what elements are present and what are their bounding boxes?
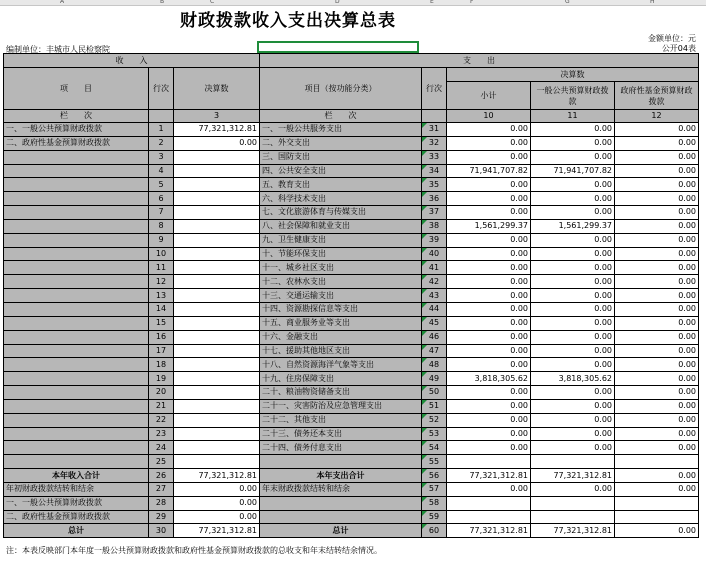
income-row-no-header: 行次 xyxy=(149,68,174,110)
income-amount-cell[interactable] xyxy=(174,399,260,413)
income-amount-cell[interactable] xyxy=(174,247,260,261)
expense-row-no-cell[interactable]: 51 xyxy=(422,399,447,413)
income-row-no-cell[interactable]: 23 xyxy=(149,427,174,441)
expense-gov-fund-cell[interactable]: 0.00 xyxy=(615,482,699,496)
income-amount-cell[interactable]: 77,321,312.81 xyxy=(174,524,260,538)
expense-subtotal-cell[interactable] xyxy=(447,510,531,524)
expense-subtotal-cell[interactable]: 0.00 xyxy=(447,192,531,206)
income-item-cell[interactable]: 一、一般公共预算财政拨款 xyxy=(4,496,149,510)
expense-item-cell[interactable]: 本年支出合计 xyxy=(260,469,422,483)
expense-gov-fund-cell[interactable] xyxy=(615,496,699,510)
income-item-cell[interactable] xyxy=(4,344,149,358)
income-row-no-cell[interactable]: 10 xyxy=(149,247,174,261)
form-number: 公开04表 xyxy=(661,44,696,53)
expense-gov-fund-cell[interactable]: 0.00 xyxy=(615,302,699,316)
expense-header: 支 出 xyxy=(260,54,699,68)
expense-subtotal-cell[interactable]: 0.00 xyxy=(447,261,531,275)
table-row xyxy=(4,164,699,178)
footnote: 注：本表反映部门本年度一般公共预算财政拨款和政府性基金预算财政拨款的总收支和年末结转结余情况。 xyxy=(6,546,382,555)
income-item-cell[interactable] xyxy=(4,206,149,220)
income-amount-cell[interactable]: 0.00 xyxy=(174,482,260,496)
expense-row-no-cell[interactable]: 38 xyxy=(422,219,447,233)
income-row-no-cell[interactable]: 15 xyxy=(149,316,174,330)
income-row-no-cell[interactable]: 11 xyxy=(149,261,174,275)
table-row xyxy=(4,441,699,455)
col-number: 12 xyxy=(615,110,699,123)
income-amount-cell[interactable]: 0.00 xyxy=(174,496,260,510)
income-amount-cell[interactable] xyxy=(174,206,260,220)
income-amount-cell[interactable] xyxy=(174,164,260,178)
table-row xyxy=(4,136,699,150)
expense-row-no-cell[interactable]: 40 xyxy=(422,247,447,261)
expense-subtotal-cell[interactable]: 0.00 xyxy=(447,206,531,220)
col-number: 10 xyxy=(447,110,531,123)
income-amount-cell[interactable] xyxy=(174,441,260,455)
expense-general-cell[interactable]: 77,321,312.81 xyxy=(531,469,615,483)
expense-general-cell[interactable]: 0.00 xyxy=(531,136,615,150)
expense-subtotal-cell[interactable]: 77,321,312.81 xyxy=(447,469,531,483)
expense-gov-fund-cell[interactable]: 0.00 xyxy=(615,330,699,344)
expense-general-cell[interactable]: 0.00 xyxy=(531,150,615,164)
income-row-no-cell[interactable]: 19 xyxy=(149,372,174,386)
expense-item-cell[interactable] xyxy=(260,455,422,469)
expense-row-no-cell[interactable]: 54 xyxy=(422,441,447,455)
table-row xyxy=(4,427,699,441)
income-row-no-cell[interactable]: 28 xyxy=(149,496,174,510)
income-item-cell[interactable] xyxy=(4,330,149,344)
expense-subtotal-cell[interactable]: 3,818,305.62 xyxy=(447,372,531,386)
expense-general-cell[interactable]: 0.00 xyxy=(531,261,615,275)
expense-row-no-cell[interactable]: 53 xyxy=(422,427,447,441)
expense-subtotal-cell[interactable]: 0.00 xyxy=(447,233,531,247)
table-row xyxy=(4,469,699,483)
income-amount-cell[interactable] xyxy=(174,372,260,386)
table-row xyxy=(4,302,699,316)
table-row xyxy=(4,178,699,192)
expense-subtotal-cell[interactable]: 0.00 xyxy=(447,344,531,358)
income-row-no-cell[interactable]: 25 xyxy=(149,455,174,469)
expense-general-cell[interactable]: 0.00 xyxy=(531,233,615,247)
expense-item-cell[interactable]: 六、科学技术支出 xyxy=(260,192,422,206)
expense-row-no-cell[interactable]: 52 xyxy=(422,413,447,427)
expense-gov-fund-cell[interactable]: 0.00 xyxy=(615,164,699,178)
expense-general-cell[interactable]: 0.00 xyxy=(531,482,615,496)
income-amount-header: 决算数 xyxy=(174,68,260,110)
expense-item-cell[interactable]: 二十二、其他支出 xyxy=(260,413,422,427)
income-item-cell[interactable] xyxy=(4,441,149,455)
subtotal-header: 小计 xyxy=(447,82,531,110)
income-amount-cell[interactable] xyxy=(174,455,260,469)
expense-gov-fund-cell[interactable]: 0.00 xyxy=(615,136,699,150)
income-item-cell[interactable] xyxy=(4,275,149,289)
expense-gov-fund-cell[interactable]: 0.00 xyxy=(615,441,699,455)
table-row xyxy=(4,330,699,344)
expense-gov-fund-cell[interactable]: 0.00 xyxy=(615,358,699,372)
expense-item-cell[interactable]: 二十、粮油物资储备支出 xyxy=(260,386,422,400)
expense-item-cell[interactable]: 八、社会保障和就业支出 xyxy=(260,219,422,233)
expense-row-no-cell[interactable]: 44 xyxy=(422,302,447,316)
income-amount-cell[interactable]: 0.00 xyxy=(174,136,260,150)
table-row xyxy=(4,386,699,400)
col-label: 栏 次 xyxy=(260,110,422,123)
table-row xyxy=(4,261,699,275)
income-item-cell[interactable] xyxy=(4,261,149,275)
table-row xyxy=(4,399,699,413)
expense-item-cell[interactable]: 三、国防支出 xyxy=(260,150,422,164)
expense-item-cell[interactable]: 十八、自然资源海洋气象等支出 xyxy=(260,358,422,372)
expense-item-cell[interactable]: 十一、城乡社区支出 xyxy=(260,261,422,275)
expense-row-no-cell[interactable]: 55 xyxy=(422,455,447,469)
expense-gov-fund-cell[interactable]: 0.00 xyxy=(615,524,699,538)
expense-general-cell[interactable]: 0.00 xyxy=(531,427,615,441)
expense-general-cell[interactable] xyxy=(531,510,615,524)
general-budget-header: 一般公共预算财政拨款 xyxy=(531,82,615,110)
income-row-no-cell[interactable]: 4 xyxy=(149,164,174,178)
income-amount-cell[interactable] xyxy=(174,150,260,164)
expense-subtotal-cell[interactable]: 77,321,312.81 xyxy=(447,524,531,538)
expense-subtotal-cell[interactable]: 0.00 xyxy=(447,316,531,330)
income-row-no-cell[interactable]: 21 xyxy=(149,399,174,413)
table-row xyxy=(4,510,699,524)
column-header-bar: A B C D E F G H xyxy=(0,0,706,6)
table-row xyxy=(4,316,699,330)
expense-gov-fund-cell[interactable]: 0.00 xyxy=(615,247,699,261)
income-item-cell[interactable] xyxy=(4,289,149,303)
expense-row-no-cell[interactable]: 39 xyxy=(422,233,447,247)
expense-row-no-cell[interactable]: 45 xyxy=(422,316,447,330)
expense-general-cell[interactable]: 0.00 xyxy=(531,192,615,206)
expense-row-no-cell[interactable]: 46 xyxy=(422,330,447,344)
expense-item-cell[interactable]: 二、外交支出 xyxy=(260,136,422,150)
expense-general-cell[interactable]: 0.00 xyxy=(531,441,615,455)
expense-general-cell[interactable] xyxy=(531,455,615,469)
expense-general-cell[interactable]: 0.00 xyxy=(531,206,615,220)
expense-general-cell[interactable]: 0.00 xyxy=(531,386,615,400)
table-row xyxy=(4,482,699,496)
table-row xyxy=(4,344,699,358)
expense-row-no-header: 行次 xyxy=(422,68,447,110)
expense-item-cell[interactable]: 十六、金融支出 xyxy=(260,330,422,344)
income-amount-cell[interactable] xyxy=(174,275,260,289)
income-row-no-cell[interactable]: 26 xyxy=(149,469,174,483)
expense-subtotal-cell[interactable]: 0.00 xyxy=(447,275,531,289)
expense-row-no-cell[interactable]: 50 xyxy=(422,386,447,400)
income-item-cell[interactable]: 总计 xyxy=(4,524,149,538)
sheet-title: 财政拨款收入支出决算总表 xyxy=(180,11,396,31)
expense-gov-fund-cell[interactable]: 0.00 xyxy=(615,206,699,220)
income-item-cell[interactable] xyxy=(4,302,149,316)
expense-general-cell[interactable]: 0.00 xyxy=(531,275,615,289)
expense-general-cell[interactable]: 0.00 xyxy=(531,330,615,344)
income-row-no-cell[interactable]: 13 xyxy=(149,289,174,303)
income-item-cell[interactable]: 二、政府性基金预算财政拨款 xyxy=(4,136,149,150)
income-amount-cell[interactable]: 77,321,312.81 xyxy=(174,123,260,137)
expense-row-no-cell[interactable]: 36 xyxy=(422,192,447,206)
expense-item-cell[interactable]: 九、卫生健康支出 xyxy=(260,233,422,247)
expense-general-cell[interactable]: 0.00 xyxy=(531,247,615,261)
expense-row-no-cell[interactable]: 37 xyxy=(422,206,447,220)
expense-gov-fund-cell[interactable]: 0.00 xyxy=(615,192,699,206)
income-row-no-cell[interactable]: 22 xyxy=(149,413,174,427)
expense-row-no-cell[interactable]: 32 xyxy=(422,136,447,150)
expense-gov-fund-cell[interactable]: 0.00 xyxy=(615,289,699,303)
expense-row-no-cell[interactable]: 31 xyxy=(422,123,447,137)
income-item-cell[interactable] xyxy=(4,399,149,413)
expense-subtotal-cell[interactable]: 0.00 xyxy=(447,358,531,372)
expense-subtotal-cell[interactable]: 71,941,707.82 xyxy=(447,164,531,178)
expense-row-no-cell[interactable]: 33 xyxy=(422,150,447,164)
unit-label: 金额单位：元 xyxy=(648,34,696,43)
table-row xyxy=(4,247,699,261)
income-amount-cell[interactable] xyxy=(174,192,260,206)
expense-gov-fund-cell[interactable]: 0.00 xyxy=(615,344,699,358)
expense-item-cell[interactable] xyxy=(260,510,422,524)
income-amount-cell[interactable] xyxy=(174,386,260,400)
income-row-no-cell[interactable]: 6 xyxy=(149,192,174,206)
expense-gov-fund-cell[interactable]: 0.00 xyxy=(615,219,699,233)
expense-item-cell[interactable]: 二十三、债务还本支出 xyxy=(260,427,422,441)
expense-gov-fund-cell[interactable] xyxy=(615,510,699,524)
expense-subtotal-cell[interactable]: 0.00 xyxy=(447,302,531,316)
income-item-cell[interactable] xyxy=(4,233,149,247)
table-row xyxy=(4,206,699,220)
expense-subtotal-cell[interactable]: 0.00 xyxy=(447,136,531,150)
table-row xyxy=(4,150,699,164)
income-amount-cell[interactable] xyxy=(174,233,260,247)
expense-item-cell[interactable]: 十七、援助其他地区支出 xyxy=(260,344,422,358)
table-row xyxy=(4,413,699,427)
income-row-no-cell[interactable]: 8 xyxy=(149,219,174,233)
expense-item-cell[interactable]: 五、教育支出 xyxy=(260,178,422,192)
income-row-no-cell[interactable]: 27 xyxy=(149,482,174,496)
income-item-cell[interactable] xyxy=(4,247,149,261)
expense-row-no-cell[interactable]: 42 xyxy=(422,275,447,289)
income-item-cell[interactable] xyxy=(4,150,149,164)
col-number: 3 xyxy=(174,110,260,123)
income-item-header: 项 目 xyxy=(4,68,149,110)
expense-subtotal-cell[interactable]: 0.00 xyxy=(447,150,531,164)
income-amount-cell[interactable] xyxy=(174,413,260,427)
expense-general-cell[interactable]: 0.00 xyxy=(531,302,615,316)
expense-general-cell[interactable]: 0.00 xyxy=(531,123,615,137)
income-amount-cell[interactable] xyxy=(174,427,260,441)
income-row-no-cell[interactable]: 17 xyxy=(149,344,174,358)
expense-subtotal-cell[interactable]: 0.00 xyxy=(447,386,531,400)
expense-subtotal-cell[interactable]: 0.00 xyxy=(447,413,531,427)
income-row-no-cell[interactable]: 30 xyxy=(149,524,174,538)
expense-row-no-cell[interactable]: 60 xyxy=(422,524,447,538)
expense-item-cell[interactable]: 十五、商业服务业等支出 xyxy=(260,316,422,330)
expense-gov-fund-cell[interactable]: 0.00 xyxy=(615,427,699,441)
expense-general-cell[interactable]: 3,818,305.62 xyxy=(531,372,615,386)
expense-general-cell[interactable]: 77,321,312.81 xyxy=(531,524,615,538)
expense-item-cell[interactable]: 总计 xyxy=(260,524,422,538)
expense-subtotal-cell[interactable]: 0.00 xyxy=(447,482,531,496)
expense-item-cell[interactable]: 十三、交通运输支出 xyxy=(260,289,422,303)
expense-general-cell[interactable]: 0.00 xyxy=(531,344,615,358)
income-item-cell[interactable] xyxy=(4,192,149,206)
income-item-cell[interactable] xyxy=(4,413,149,427)
table-row xyxy=(4,192,699,206)
expense-subtotal-cell[interactable]: 0.00 xyxy=(447,330,531,344)
expense-gov-fund-cell[interactable]: 0.00 xyxy=(615,123,699,137)
expense-row-no-cell[interactable]: 57 xyxy=(422,482,447,496)
income-row-no-cell[interactable]: 2 xyxy=(149,136,174,150)
income-amount-cell[interactable] xyxy=(174,261,260,275)
table-row xyxy=(4,455,699,469)
finance-table xyxy=(3,53,699,538)
income-row-no-cell[interactable]: 29 xyxy=(149,510,174,524)
expense-row-no-cell[interactable]: 35 xyxy=(422,178,447,192)
income-amount-cell[interactable] xyxy=(174,302,260,316)
expense-row-no-cell[interactable]: 59 xyxy=(422,510,447,524)
gov-fund-header: 政府性基金预算财政拨款 xyxy=(615,82,699,110)
income-amount-cell[interactable]: 0.00 xyxy=(174,510,260,524)
expense-general-cell[interactable]: 0.00 xyxy=(531,413,615,427)
expense-subtotal-cell[interactable] xyxy=(447,496,531,510)
expense-row-no-cell[interactable]: 43 xyxy=(422,289,447,303)
expense-subtotal-cell[interactable]: 1,561,299.37 xyxy=(447,219,531,233)
income-amount-cell[interactable] xyxy=(174,289,260,303)
income-header: 收 入 xyxy=(4,54,260,68)
expense-general-cell[interactable]: 0.00 xyxy=(531,399,615,413)
expense-amount-header: 决算数 xyxy=(447,68,699,82)
expense-gov-fund-cell[interactable]: 0.00 xyxy=(615,261,699,275)
expense-general-cell[interactable]: 0.00 xyxy=(531,178,615,192)
expense-item-cell[interactable]: 四、公共安全支出 xyxy=(260,164,422,178)
expense-item-cell[interactable]: 十四、资源勘探信息等支出 xyxy=(260,302,422,316)
income-item-cell[interactable] xyxy=(4,372,149,386)
income-item-cell[interactable] xyxy=(4,358,149,372)
table-row xyxy=(4,275,699,289)
expense-gov-fund-cell[interactable]: 0.00 xyxy=(615,316,699,330)
table-row xyxy=(4,496,699,510)
expense-gov-fund-cell[interactable] xyxy=(615,455,699,469)
table-row xyxy=(4,358,699,372)
expense-general-cell[interactable]: 1,561,299.37 xyxy=(531,219,615,233)
expense-item-header: 项目（按功能分类） xyxy=(260,68,422,110)
expense-item-cell[interactable]: 七、文化旅游体育与传媒支出 xyxy=(260,206,422,220)
expense-subtotal-cell[interactable] xyxy=(447,455,531,469)
expense-item-cell[interactable]: 十、节能环保支出 xyxy=(260,247,422,261)
expense-gov-fund-cell[interactable]: 0.00 xyxy=(615,150,699,164)
income-item-cell[interactable]: 二、政府性基金预算财政拨款 xyxy=(4,510,149,524)
table-row xyxy=(4,233,699,247)
expense-item-cell[interactable] xyxy=(260,496,422,510)
income-row-no-cell[interactable]: 16 xyxy=(149,330,174,344)
income-row-no-cell[interactable]: 24 xyxy=(149,441,174,455)
income-item-cell[interactable]: 本年收入合计 xyxy=(4,469,149,483)
income-item-cell[interactable] xyxy=(4,427,149,441)
income-row-no-cell[interactable]: 7 xyxy=(149,206,174,220)
table-row xyxy=(4,289,699,303)
expense-gov-fund-cell[interactable]: 0.00 xyxy=(615,178,699,192)
expense-gov-fund-cell[interactable]: 0.00 xyxy=(615,386,699,400)
organization-label: 编制单位：丰城市人民检察院 xyxy=(6,45,110,54)
expense-general-cell[interactable]: 0.00 xyxy=(531,358,615,372)
expense-row-no-cell[interactable]: 48 xyxy=(422,358,447,372)
expense-gov-fund-cell[interactable]: 0.00 xyxy=(615,275,699,289)
income-row-no-cell[interactable]: 20 xyxy=(149,386,174,400)
expense-general-cell[interactable]: 0.00 xyxy=(531,289,615,303)
expense-subtotal-cell[interactable]: 0.00 xyxy=(447,427,531,441)
col-label: 栏 次 xyxy=(4,110,149,123)
expense-subtotal-cell[interactable]: 0.00 xyxy=(447,441,531,455)
expense-subtotal-cell[interactable]: 0.00 xyxy=(447,399,531,413)
expense-row-no-cell[interactable]: 49 xyxy=(422,372,447,386)
income-amount-cell[interactable] xyxy=(174,178,260,192)
income-item-cell[interactable] xyxy=(4,178,149,192)
expense-item-cell[interactable]: 十九、住房保障支出 xyxy=(260,372,422,386)
income-item-cell[interactable]: 年初财政拨款结转和结余 xyxy=(4,482,149,496)
col-number: 11 xyxy=(531,110,615,123)
income-row-no-cell[interactable]: 14 xyxy=(149,302,174,316)
expense-gov-fund-cell[interactable]: 0.00 xyxy=(615,413,699,427)
expense-item-cell[interactable]: 二十一、灾害防治及应急管理支出 xyxy=(260,399,422,413)
expense-subtotal-cell[interactable]: 0.00 xyxy=(447,289,531,303)
expense-gov-fund-cell[interactable]: 0.00 xyxy=(615,233,699,247)
income-item-cell[interactable] xyxy=(4,386,149,400)
expense-gov-fund-cell[interactable]: 0.00 xyxy=(615,469,699,483)
income-row-no-cell[interactable]: 3 xyxy=(149,150,174,164)
income-amount-cell[interactable] xyxy=(174,330,260,344)
income-item-cell[interactable] xyxy=(4,455,149,469)
expense-general-cell[interactable]: 71,941,707.82 xyxy=(531,164,615,178)
expense-row-no-cell[interactable]: 47 xyxy=(422,344,447,358)
table-row xyxy=(4,219,699,233)
income-amount-cell[interactable] xyxy=(174,316,260,330)
selected-cell[interactable] xyxy=(257,41,419,53)
income-amount-cell[interactable] xyxy=(174,219,260,233)
income-row-no-cell[interactable]: 5 xyxy=(149,178,174,192)
expense-item-cell[interactable]: 年末财政拨款结转和结余 xyxy=(260,482,422,496)
expense-row-no-cell[interactable]: 58 xyxy=(422,496,447,510)
expense-subtotal-cell[interactable]: 0.00 xyxy=(447,123,531,137)
expense-subtotal-cell[interactable]: 0.00 xyxy=(447,247,531,261)
expense-item-cell[interactable]: 一、一般公共服务支出 xyxy=(260,123,422,137)
income-row-no-cell[interactable]: 18 xyxy=(149,358,174,372)
expense-row-no-cell[interactable]: 56 xyxy=(422,469,447,483)
income-item-cell[interactable] xyxy=(4,164,149,178)
table-row xyxy=(4,372,699,386)
income-item-cell[interactable] xyxy=(4,316,149,330)
table-row xyxy=(4,123,699,137)
expense-gov-fund-cell[interactable]: 0.00 xyxy=(615,372,699,386)
expense-general-cell[interactable] xyxy=(531,496,615,510)
expense-gov-fund-cell[interactable]: 0.00 xyxy=(615,399,699,413)
expense-general-cell[interactable]: 0.00 xyxy=(531,316,615,330)
expense-row-no-cell[interactable]: 41 xyxy=(422,261,447,275)
income-amount-cell[interactable] xyxy=(174,344,260,358)
income-item-cell[interactable]: 一、一般公共预算财政拨款 xyxy=(4,123,149,137)
expense-row-no-cell[interactable]: 34 xyxy=(422,164,447,178)
income-row-no-cell[interactable]: 9 xyxy=(149,233,174,247)
income-item-cell[interactable] xyxy=(4,219,149,233)
income-row-no-cell[interactable]: 1 xyxy=(149,123,174,137)
expense-subtotal-cell[interactable]: 0.00 xyxy=(447,178,531,192)
income-row-no-cell[interactable]: 12 xyxy=(149,275,174,289)
income-amount-cell[interactable]: 77,321,312.81 xyxy=(174,469,260,483)
expense-item-cell[interactable]: 二十四、债务付息支出 xyxy=(260,441,422,455)
income-amount-cell[interactable] xyxy=(174,358,260,372)
table-row xyxy=(4,524,699,538)
expense-item-cell[interactable]: 十二、农林水支出 xyxy=(260,275,422,289)
